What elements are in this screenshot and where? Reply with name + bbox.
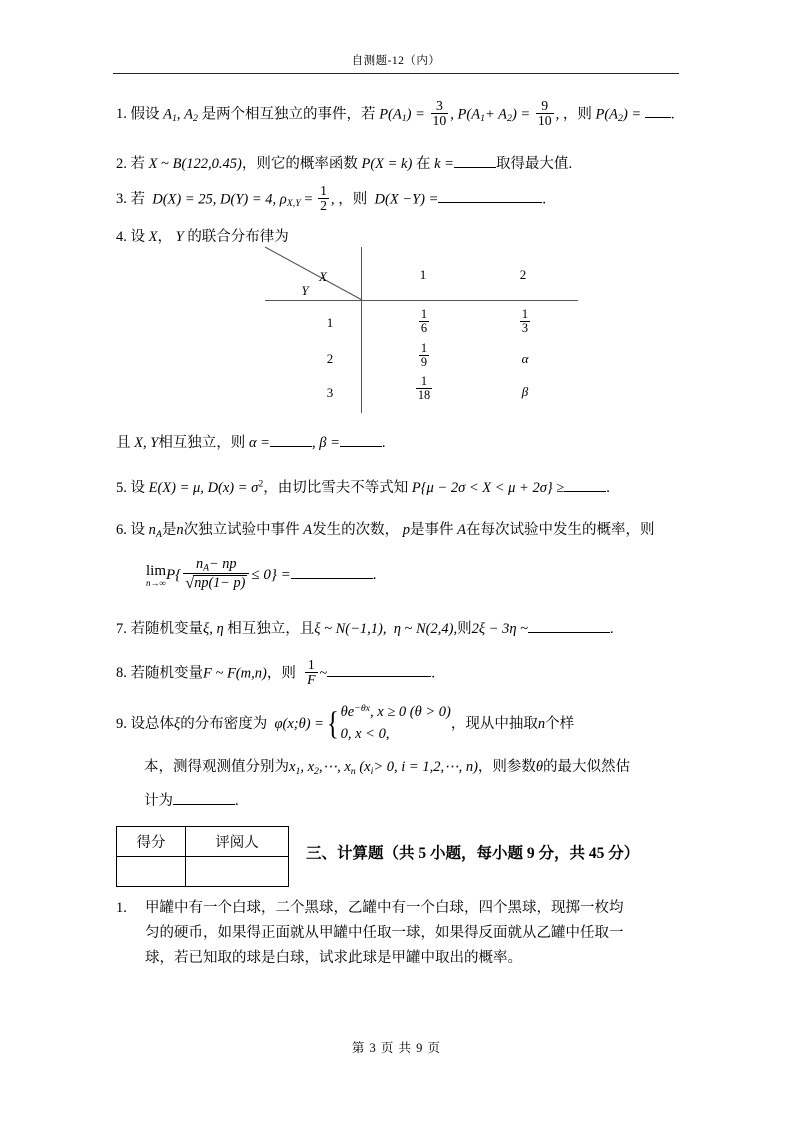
question-3-period: . bbox=[542, 191, 547, 208]
question-4-after-var-y: Y bbox=[150, 434, 159, 451]
calculation-problem-1-line-3: 球，若已知取的球是白球，试求此球是甲罐中取出的概率。 bbox=[145, 949, 522, 966]
case-row-1 bbox=[341, 702, 451, 724]
score-table-value-score[interactable] bbox=[117, 857, 186, 887]
question-1: 1. 假设 $A_1$, $A_2$ 是两个相互独立的事件，若 $P(A_1)$ = $\frac{3}{10}$ , $P(A_1+ A_2)$ = $\frac{9}{10}$ , ，则 $P(A_2)$ = . bbox=[116, 97, 675, 129]
question-6-formula-denominator bbox=[183, 573, 249, 591]
calculation-problem-1-line-1: 甲罐中有一个白球，二个黑球，乙罐中有一个白球，四个黑球，现掷一枚均 bbox=[145, 900, 624, 916]
joint-distribution-table bbox=[265, 247, 585, 415]
question-5-text-a: 设 bbox=[130, 479, 145, 496]
question-1-prob-2-close: ) = bbox=[511, 106, 531, 123]
question-7 bbox=[116, 618, 614, 641]
question-6-limit-formula bbox=[146, 555, 377, 593]
question-6-p: p bbox=[402, 522, 410, 538]
question-3-fraction bbox=[318, 184, 329, 214]
question-3-text-a: 若 bbox=[130, 191, 145, 208]
limit-subscript: n→∞ bbox=[146, 578, 166, 589]
question-8-tilde: ~ bbox=[319, 665, 328, 682]
question-6-na: n bbox=[148, 522, 156, 538]
question-9-condition-open: (x bbox=[359, 759, 371, 775]
question-1-prob-1-sub: 1 bbox=[401, 113, 407, 125]
question-6-n: n bbox=[176, 522, 184, 538]
case-1-expression: θe bbox=[340, 704, 355, 721]
question-9-period: . bbox=[235, 792, 239, 809]
question-7-text-a: 若随机变量 bbox=[130, 620, 203, 637]
question-9-x2-sub: 2 bbox=[314, 765, 319, 777]
radical-icon: √ bbox=[185, 573, 195, 593]
question-4-comma: ， bbox=[157, 229, 172, 245]
question-9-n: n bbox=[537, 716, 546, 733]
question-6-event-a2: A bbox=[457, 522, 466, 538]
question-1-prob-2-plus: + A bbox=[485, 106, 508, 123]
question-4-after-var-x: X, bbox=[134, 434, 147, 451]
question-4-independence-line bbox=[116, 432, 385, 455]
question-1-fraction-2-numerator: 9 bbox=[541, 97, 549, 113]
question-8-period: . bbox=[431, 665, 435, 682]
table-row-header-0: 1 bbox=[326, 315, 334, 330]
question-9-x: x bbox=[289, 759, 296, 775]
question-6-formula-numerator bbox=[183, 557, 249, 574]
brace-icon: { bbox=[326, 706, 339, 743]
question-4-alpha-blank[interactable] bbox=[270, 432, 312, 447]
case-row-2 bbox=[341, 724, 451, 746]
table-cell-r0-c0-numerator: 1 bbox=[420, 306, 428, 321]
question-2-text-a: 若 bbox=[130, 155, 145, 172]
question-9-xi: ξ bbox=[174, 716, 181, 733]
question-4-beta-blank[interactable] bbox=[340, 432, 382, 447]
question-1-text-c: ，则 bbox=[562, 106, 592, 123]
question-6-radicand: np(1− p) bbox=[194, 575, 246, 592]
table-cell-r2-c1: β bbox=[521, 384, 529, 399]
page-footer: 第 3 页 共 9 页 bbox=[351, 1041, 442, 1055]
question-9-theta: θ bbox=[535, 759, 544, 775]
question-6-text-a: 设 bbox=[130, 522, 145, 538]
question-6-text-f: 在每次试验中发生的概率，则 bbox=[465, 522, 655, 538]
question-9-line2-text-c: ,⋯, x bbox=[318, 759, 351, 775]
question-1-fraction-1-denominator: 10 bbox=[432, 113, 447, 129]
question-4-after-comma: , bbox=[311, 434, 316, 451]
question-4-after-period: . bbox=[381, 434, 386, 451]
question-1-var-a1-sub: 1 bbox=[171, 113, 177, 125]
question-9-line2-text-d: ，则参数 bbox=[477, 759, 536, 775]
question-3-fraction-denominator: 2 bbox=[320, 198, 328, 214]
question-7-text-b: 相互独立，且 bbox=[227, 620, 315, 637]
question-9 bbox=[116, 703, 574, 747]
question-4-after-text-b: 相互独立，则 bbox=[158, 434, 246, 451]
table-cell-r0-c1-numerator: 1 bbox=[521, 306, 529, 321]
question-9-x1-sub: 1 bbox=[295, 765, 301, 777]
question-4-alpha-label: α = bbox=[248, 434, 270, 451]
question-5-variance-exponent: 2 bbox=[258, 478, 264, 490]
question-4-beta-label: β = bbox=[319, 434, 340, 451]
question-4-text-b: 的联合分布律为 bbox=[187, 229, 289, 245]
question-3-rho: ρ bbox=[279, 191, 287, 208]
table-corner-label-y: Y bbox=[301, 283, 309, 298]
question-7-number: 7. bbox=[116, 620, 127, 637]
question-6-period: . bbox=[372, 566, 377, 583]
score-table-header-score: 得分 bbox=[117, 827, 186, 857]
question-5-period: . bbox=[606, 479, 610, 496]
question-8-text-b: ，则 bbox=[266, 665, 296, 682]
question-2-prob-function: P(X = k) bbox=[361, 155, 413, 172]
question-3-rho-sub: X,Y bbox=[286, 198, 301, 210]
question-5 bbox=[116, 477, 610, 500]
question-3-equals: = bbox=[304, 191, 313, 208]
question-8-text-a: 若随机变量 bbox=[130, 665, 203, 682]
question-2-k-label: k = bbox=[434, 155, 454, 172]
question-9-line3-text: 计为 bbox=[144, 792, 173, 809]
question-1-answer-blank[interactable] bbox=[645, 104, 671, 119]
question-6-na-sub: A bbox=[155, 528, 162, 540]
question-6-answer-blank[interactable] bbox=[291, 564, 373, 579]
question-6-text-d: 发生的次数， bbox=[312, 522, 400, 538]
question-9-condition-rest: > 0, i = 1,2,⋯, n) bbox=[373, 759, 478, 775]
question-8-answer-blank[interactable] bbox=[327, 663, 431, 678]
table-col-header-0: 1 bbox=[419, 267, 427, 282]
question-8-number: 8. bbox=[116, 665, 127, 682]
question-1-fraction-2-denominator: 10 bbox=[537, 113, 552, 129]
question-7-period: . bbox=[610, 620, 614, 637]
question-2-period: . bbox=[568, 155, 573, 172]
question-3-answer-blank[interactable] bbox=[438, 189, 542, 204]
table-row-header-2: 3 bbox=[326, 385, 334, 400]
question-1-prob-2-sub2: 2 bbox=[507, 113, 512, 125]
table-cell-r2-c0-numerator: 1 bbox=[420, 373, 428, 388]
question-1-period: . bbox=[670, 106, 675, 123]
question-5-variance: D(x) = σ bbox=[207, 479, 259, 496]
question-5-answer-blank[interactable] bbox=[564, 477, 606, 492]
page-header-title: 自测题-12（内） bbox=[351, 55, 441, 67]
score-table bbox=[116, 826, 289, 887]
question-5-expectation: E(X) = μ, bbox=[148, 479, 204, 496]
score-table-value-row bbox=[117, 857, 289, 887]
question-5-chebyshev-probability: P{μ − 2σ < X < μ + 2σ} ≥ bbox=[411, 479, 565, 496]
question-6-p-brace: P{ bbox=[166, 566, 182, 583]
question-6-text-e: 是事件 bbox=[410, 522, 454, 538]
question-4-var-x: X bbox=[148, 229, 158, 245]
question-2-text-b: ，则它的概率函数 bbox=[241, 155, 358, 172]
section-heading-calculation: 三、计算题（共 5 小题，每小题 9 分，共 45 分） bbox=[306, 845, 640, 862]
question-2-text-d: 取得最大值 bbox=[495, 155, 569, 172]
question-9-condition-sub: i bbox=[370, 765, 374, 777]
question-9-line-3 bbox=[144, 790, 239, 813]
question-1-prob-1-close: ) = bbox=[406, 106, 425, 123]
question-7-xi: ξ, bbox=[203, 620, 213, 637]
table-row-header-1: 2 bbox=[326, 351, 334, 366]
question-9-density-label: φ(x;θ) = bbox=[274, 716, 324, 733]
score-table-value-grader[interactable] bbox=[186, 857, 289, 887]
case-1-exponent: −θx bbox=[354, 703, 371, 715]
question-6-formula-tail: ≤ 0} = bbox=[251, 566, 291, 583]
question-3-variance-diff: D(X −Y) = bbox=[374, 191, 439, 208]
case-1-condition: , x ≥ 0 (θ > 0) bbox=[370, 704, 451, 721]
question-9-text-a: 设总体 bbox=[130, 716, 174, 733]
question-9-line2-text-b: , x bbox=[300, 759, 315, 775]
table-cell-r2-c0 bbox=[410, 373, 438, 403]
question-9-piecewise-cases bbox=[325, 702, 451, 746]
limit-operator bbox=[146, 564, 166, 588]
calculation-problem-1-number: 1. bbox=[116, 900, 127, 916]
question-8-fraction-numerator: 1 bbox=[307, 656, 315, 672]
question-1-text-b: 是两个相互独立的事件，若 bbox=[201, 106, 376, 123]
table-cell-r0-c1-denominator: 3 bbox=[521, 320, 529, 335]
question-9-number: 9. bbox=[116, 716, 127, 733]
question-6-num-rest: − np bbox=[209, 555, 237, 572]
question-6-num-na-sub: A bbox=[203, 562, 210, 574]
question-6-text-c: 次独立试验中事件 bbox=[183, 522, 300, 538]
question-9-answer-blank[interactable] bbox=[173, 790, 235, 805]
question-4-var-y: Y bbox=[175, 229, 184, 245]
header-divider-rule bbox=[113, 73, 679, 74]
calculation-problem-1-line-2: 匀的硬币，如果得正面就从甲罐中任取一球，如果得反面就从乙罐中任取一 bbox=[145, 924, 624, 941]
question-1-fraction-1 bbox=[431, 99, 449, 129]
score-table-header-row bbox=[117, 827, 289, 857]
question-8-fraction-denominator: F bbox=[307, 672, 316, 688]
question-4-after-text-a: 且 bbox=[116, 434, 131, 451]
calculation-problem-1 bbox=[116, 896, 686, 971]
question-1-fraction-2 bbox=[536, 99, 554, 129]
question-9-text-d: 个样 bbox=[545, 716, 575, 733]
question-6-number: 6. bbox=[116, 522, 127, 538]
question-1-var-a2: A bbox=[184, 106, 194, 123]
question-7-eta-distribution: η ~ N(2,4), bbox=[393, 620, 458, 637]
question-9-line-2 bbox=[144, 757, 630, 780]
question-7-text-c: 则 bbox=[457, 620, 472, 637]
score-table-header-grader: 评阅人 bbox=[186, 827, 289, 857]
question-9-text-b: 的分布密度为 bbox=[180, 716, 268, 733]
question-6-text-b: 是 bbox=[161, 522, 177, 538]
question-1-fraction-1-numerator: 3 bbox=[435, 97, 443, 113]
question-3-variance-x: D(X) = 25, bbox=[152, 191, 217, 208]
question-9-xn-sub: n bbox=[350, 765, 356, 777]
table-cell-r1-c0 bbox=[413, 340, 435, 370]
limit-label: lim bbox=[146, 563, 167, 580]
table-col-header-1: 2 bbox=[519, 267, 527, 282]
question-3-text-b: ，则 bbox=[338, 191, 368, 208]
question-1-prob-2-sub1: 1 bbox=[480, 113, 486, 125]
question-1-var-a2-sub: 2 bbox=[193, 113, 198, 125]
table-cell-r0-c0 bbox=[413, 306, 435, 336]
question-7-xi-distribution: ξ ~ N(−1,1), bbox=[314, 620, 387, 637]
question-6-num-na: n bbox=[196, 555, 204, 572]
question-2-answer-blank[interactable] bbox=[454, 153, 496, 168]
question-2-number: 2. bbox=[116, 155, 127, 172]
question-3-fraction-numerator: 1 bbox=[320, 182, 328, 198]
question-1-comma: , bbox=[176, 106, 181, 123]
question-1-prob-3-close: ) = bbox=[622, 106, 642, 123]
question-1-number: 1. bbox=[116, 106, 127, 123]
question-5-number: 5. bbox=[116, 479, 127, 496]
question-3-number: 3. bbox=[116, 191, 127, 208]
question-1-prob-3-label: P(A bbox=[595, 106, 619, 123]
question-2-tilde: ~ bbox=[161, 155, 169, 172]
question-9-line2-text-a: 本，测得观测值分别为 bbox=[144, 759, 289, 775]
question-8-f-distribution: F ~ F(m,n) bbox=[203, 665, 267, 682]
question-2 bbox=[116, 153, 572, 176]
question-1-prob-2-label: P(A bbox=[457, 106, 481, 123]
table-cell-r0-c1 bbox=[514, 306, 536, 336]
question-6-formula-fraction bbox=[183, 557, 249, 592]
question-4-number: 4. bbox=[116, 229, 127, 245]
question-5-text-b: ，由切比雪夫不等式知 bbox=[263, 479, 409, 496]
question-3-variance-y: D(Y) = 4, bbox=[220, 191, 277, 208]
question-4 bbox=[116, 227, 289, 249]
question-1-var-a1: A bbox=[163, 106, 172, 123]
table-cell-r1-c0-numerator: 1 bbox=[420, 340, 428, 355]
table-cell-r0-c0-denominator: 6 bbox=[420, 320, 428, 335]
question-7-eta: η bbox=[216, 620, 224, 637]
question-7-linear-combination: 2ξ − 3η ~ bbox=[471, 620, 529, 637]
question-1-prob-1-label: P(A bbox=[379, 106, 402, 123]
question-1-prob-3-sub: 2 bbox=[618, 113, 623, 125]
table-corner-label-x: X bbox=[319, 269, 327, 284]
table-cell-r2-c0-denominator: 18 bbox=[417, 387, 431, 402]
question-6 bbox=[116, 520, 654, 543]
question-9-text-c: ，现从中抽取 bbox=[450, 716, 538, 733]
question-6-event-a: A bbox=[303, 522, 313, 538]
question-1-text-a: 假设 bbox=[130, 106, 160, 123]
case-2-expression: 0, x < 0, bbox=[340, 726, 390, 743]
question-8-fraction bbox=[305, 658, 317, 688]
table-cell-r1-c0-denominator: 9 bbox=[420, 354, 428, 369]
question-4-text-a: 设 bbox=[130, 229, 145, 245]
question-2-text-c: 在 bbox=[415, 155, 431, 172]
question-2-var-x: X bbox=[148, 155, 158, 172]
question-8 bbox=[116, 656, 435, 689]
question-7-answer-blank[interactable] bbox=[528, 618, 610, 633]
question-9-line2-text-e: 的最大似然估 bbox=[543, 759, 631, 775]
cases-rows bbox=[341, 702, 451, 746]
table-cell-r1-c1: α bbox=[521, 351, 529, 366]
question-3: 3. 若 D(X) = 25, D(Y) = 4, $\rho_{X,Y}$ = $\frac{1}{2}$ , ，则 D(X −Y) = . bbox=[116, 182, 547, 214]
question-2-distribution: B(122,0.45) bbox=[172, 155, 242, 172]
